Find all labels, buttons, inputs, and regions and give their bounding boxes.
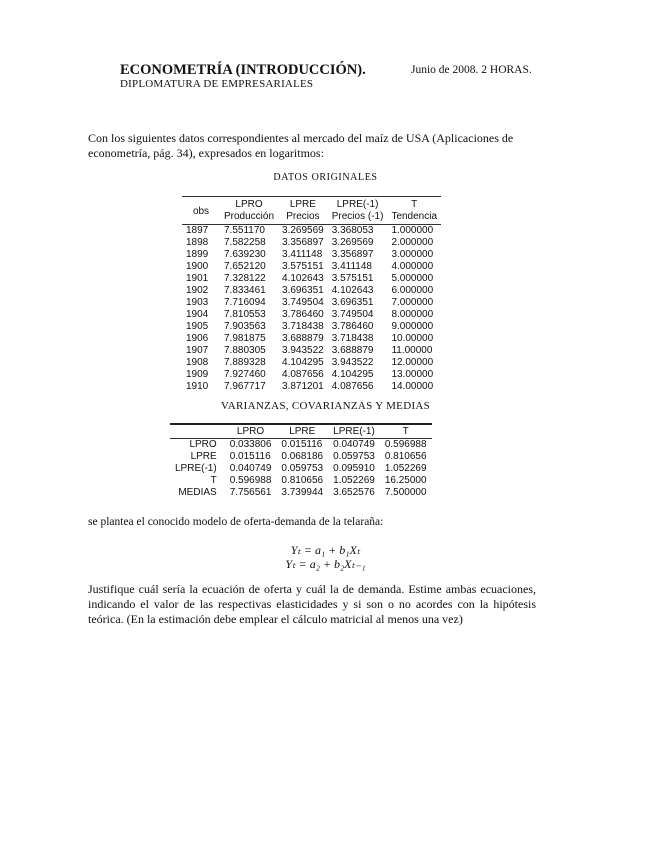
col-header-lpro: LPRO — [220, 197, 278, 212]
equation-1: Yₜ = a₁ + b₁Xₜ — [290, 543, 361, 557]
col-subheader-lpre1: Precios (-1) — [328, 211, 388, 225]
table-row: 1902 7.833461 3.696351 4.102643 6.000000 — [186, 285, 434, 296]
col-header-t: T — [387, 197, 441, 212]
exam-subtitle: DIPLOMATURA DE EMPRESARIALES — [120, 78, 314, 90]
table-row: 1910 7.967717 3.871201 4.087656 14.00000 — [186, 381, 434, 392]
table-row: 1903 7.716094 3.749504 3.696351 7.000000 — [186, 297, 434, 308]
table-row: T 0.596988 0.810656 1.052269 16.25000 — [210, 475, 427, 486]
table-row: 1897 7.551170 3.269569 3.368053 1.000000 — [186, 225, 434, 236]
cov-col-header-lpro: LPRO — [225, 424, 277, 439]
cov-col-header-lpre1: LPRE(-1) — [328, 424, 380, 439]
cov-table-caption: VARIANZAS, COVARIANZAS Y MEDIAS — [220, 400, 431, 412]
cov-col-header-blank — [170, 424, 225, 439]
col-subheader-lpro: Producción — [220, 211, 278, 225]
table-row: 1899 7.639230 3.411148 3.356897 3.000000 — [186, 249, 434, 260]
table-row: LPRO 0.033806 0.015116 0.040749 0.596988 — [189, 439, 427, 450]
table-row: 1904 7.810553 3.786460 3.749504 8.000000 — [186, 309, 434, 320]
exam-date: Junio de 2008. 2 HORAS. — [411, 64, 532, 76]
exam-title: ECONOMETRÍA (INTRODUCCIÓN). — [120, 62, 366, 78]
col-header-lpre1: LPRE(-1) — [328, 197, 388, 212]
table-row: 1898 7.582258 3.356897 3.269569 2.000000 — [186, 237, 434, 248]
table-row: 1909 7.927460 4.087656 4.104295 13.00000 — [186, 369, 434, 380]
question-paragraph: Justifique cuál sería la ecuación de oferta y cuál la de demanda. Estime ambas ecuaciones, indicando el valor de las respectivas elasticidades y si son o no acordes con la hipótesis teórica. (En la estimación debe emplear el cálculo matricial al menos una vez) — [88, 582, 536, 626]
intro-paragraph: Con los siguientes datos correspondientes al mercado del maíz de USA (Aplicaciones de econometría, pág. 34), expresados en logaritmos: — [88, 131, 514, 160]
col-subheader-t: Tendencia — [387, 211, 441, 225]
table-row: MEDIAS 7.756561 3.739944 3.652576 7.500000 — [178, 487, 427, 498]
table-row: LPRE 0.015116 0.068186 0.059753 0.810656 — [190, 451, 427, 462]
table-row: 1908 7.889328 4.104295 3.943522 12.00000 — [186, 357, 434, 368]
table-row: 1901 7.328122 4.102643 3.575151 5.000000 — [186, 273, 434, 284]
table-row: 1905 7.903563 3.718438 3.786460 9.000000 — [186, 321, 434, 332]
col-subheader-lpre: Precios — [278, 211, 328, 225]
col-header-obs: obs — [182, 197, 220, 225]
col-header-lpre: LPRE — [278, 197, 328, 212]
table-row: LPRE(-1) 0.040749 0.059753 0.095910 1.052269 — [175, 463, 427, 474]
data-table-caption: DATOS ORIGINALES — [273, 172, 378, 183]
table-row: 1906 7.981875 3.688879 3.718438 10.00000 — [186, 333, 434, 344]
equation-2: Yₜ = a₂ + b₂Xₜ₋₁ — [285, 557, 366, 571]
table-row: 1907 7.880305 3.943522 3.688879 11.00000 — [186, 345, 433, 356]
cov-table-body — [170, 439, 432, 500]
table-row: 1900 7.652120 3.575151 3.411148 4.000000 — [186, 261, 434, 272]
covariance-table — [170, 423, 432, 499]
data-table-body — [182, 225, 441, 394]
cov-col-header-lpre: LPRE — [276, 424, 328, 439]
cov-col-header-t: T — [380, 424, 432, 439]
model-intro-text: se plantea el conocido modelo de oferta-demanda de la telaraña: — [88, 516, 384, 528]
original-data-table — [182, 196, 441, 393]
